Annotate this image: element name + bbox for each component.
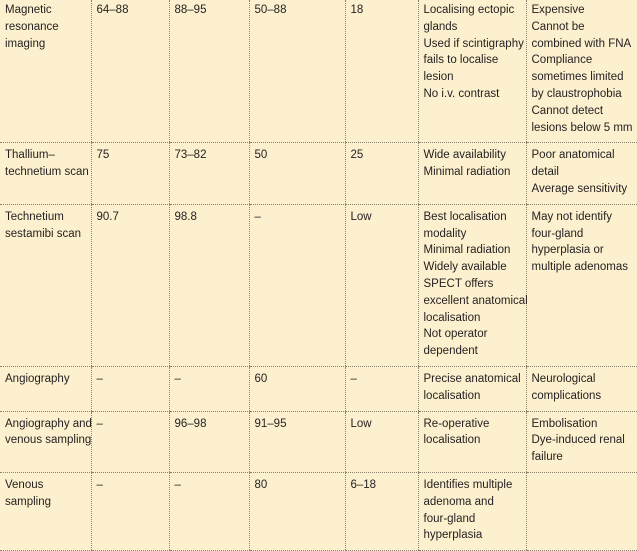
sensitivity-cell xyxy=(91,472,169,550)
disadvantages-cell xyxy=(526,411,637,472)
col-4-cell xyxy=(249,366,345,411)
col-5-cell xyxy=(345,472,418,550)
col-4-cell xyxy=(249,411,345,472)
ppv-cell xyxy=(169,204,249,366)
sensitivity-cell xyxy=(91,366,169,411)
cell-text-line: Best localisation xyxy=(423,210,507,223)
cell-text-line: Localising ectopic xyxy=(423,4,515,16)
cell-text-line: complications xyxy=(531,389,602,402)
cell-text-line: resonance xyxy=(5,20,59,33)
cell-text-line: Identifies multiple xyxy=(423,478,513,491)
cell-text-line: four-gland xyxy=(423,512,476,525)
cell-text-line: imaging xyxy=(5,37,46,50)
cell-text-line: Cannot be xyxy=(531,20,585,33)
col-5-cell xyxy=(345,143,418,204)
cell-text-line: – xyxy=(174,478,181,491)
cell-text-line: Minimal radiation xyxy=(423,166,511,179)
cell-text-line: – xyxy=(96,372,103,385)
cell-text-line: 75 xyxy=(96,149,110,162)
table-row xyxy=(0,204,637,366)
ppv-cell xyxy=(169,143,249,204)
cell-text-line: May not identify xyxy=(531,210,613,223)
cell-text-line: – xyxy=(174,372,181,385)
cell-text-line: 96–98 xyxy=(174,417,207,430)
cell-text-line: fails to localise xyxy=(423,54,499,67)
cell-text-line: Low xyxy=(350,417,372,430)
cell-text-line: multiple adenomas xyxy=(531,261,629,274)
sensitivity-cell xyxy=(91,204,169,366)
cell-text-line: 64–88 xyxy=(96,4,129,16)
cell-text-line: detail xyxy=(531,166,559,179)
advantages-cell xyxy=(418,411,526,472)
modality-cell xyxy=(0,204,91,366)
cell-text-line: failure xyxy=(531,451,563,464)
cell-text-line: hyperplasia or xyxy=(531,244,604,257)
ppv-cell xyxy=(169,411,249,472)
modality-cell xyxy=(0,143,91,204)
col-5-cell xyxy=(345,366,418,411)
advantages-cell xyxy=(418,472,526,550)
cell-text-line: – xyxy=(350,372,357,385)
ppv-cell xyxy=(169,366,249,411)
cell-text-line: Angiography and xyxy=(5,417,92,430)
cell-text-line: Low xyxy=(350,210,372,223)
cell-text-line: Dye-induced renal xyxy=(531,434,625,447)
cell-text-line: 91–95 xyxy=(254,417,287,430)
col-5-cell xyxy=(345,204,418,366)
cell-text-line: four-gland xyxy=(531,227,584,240)
sensitivity-cell xyxy=(91,411,169,472)
cell-text-line: 60 xyxy=(254,372,268,385)
col-5-cell xyxy=(345,411,418,472)
col-5-cell xyxy=(345,0,418,143)
advantages-cell xyxy=(418,0,526,143)
cell-text-line: glands xyxy=(423,20,458,33)
cell-text-line: Average sensitivity xyxy=(531,182,628,195)
modality-cell xyxy=(0,411,91,472)
table-row xyxy=(0,366,637,411)
cell-text-line: Embolisation xyxy=(531,417,598,430)
cell-text-line: Magnetic xyxy=(5,4,52,16)
cell-text-line: Angiography xyxy=(5,372,70,385)
cell-text-line: Poor anatomical xyxy=(531,149,615,162)
table-row xyxy=(0,0,637,143)
cell-text-line: localisation xyxy=(423,389,481,402)
cell-text-line: Thallium– xyxy=(5,149,55,162)
col-4-cell xyxy=(249,204,345,366)
cell-text-line: – xyxy=(254,210,261,223)
modality-cell xyxy=(0,472,91,550)
modality-cell xyxy=(0,366,91,411)
cell-text-line: adenoma and xyxy=(423,495,494,508)
cell-text-line: lesions below 5 mm xyxy=(531,121,633,134)
disadvantages-cell xyxy=(526,204,637,366)
cell-text-line: 50 xyxy=(254,149,268,162)
advantages-cell xyxy=(418,366,526,411)
cell-text-line: combined with FNA xyxy=(531,37,632,50)
cell-text-line: modality xyxy=(423,227,467,240)
cell-text-line: – xyxy=(96,478,103,491)
cell-text-line: by claustrophobia xyxy=(531,87,622,100)
cell-text-line: sometimes limited xyxy=(531,71,624,84)
cell-text-line: Minimal radiation xyxy=(423,244,511,257)
disadvantages-cell xyxy=(526,366,637,411)
cell-text-line: Not operator xyxy=(423,328,488,341)
cell-text-line: dependent xyxy=(423,345,478,358)
cell-text-line: venous sampling xyxy=(5,434,92,447)
cell-text-line: Re-operative xyxy=(423,417,490,430)
cell-text-line: Expensive xyxy=(531,4,585,16)
modality-cell xyxy=(0,0,91,143)
cell-text-line: sampling xyxy=(5,495,52,508)
col-4-cell xyxy=(249,0,345,143)
table-row xyxy=(0,143,637,204)
cell-text-line: Used if scintigraphy xyxy=(423,37,524,50)
cell-text-line: Widely available xyxy=(423,261,507,274)
cell-text-line: Technetium xyxy=(5,210,64,223)
cell-text-line: Wide availability xyxy=(423,149,506,162)
cell-text-line: 80 xyxy=(254,478,268,491)
cell-text-line: excellent anatomical xyxy=(423,294,528,307)
cell-text-line: 50–88 xyxy=(254,4,287,16)
cell-text-line: localisation xyxy=(423,434,481,447)
disadvantages-cell xyxy=(526,143,637,204)
ppv-cell xyxy=(169,0,249,143)
cell-text-line: Precise anatomical xyxy=(423,372,521,385)
cell-text-line: – xyxy=(96,417,103,430)
cell-text-line: hyperplasia xyxy=(423,529,483,542)
cell-text-line: No i.v. contrast xyxy=(423,87,500,100)
cell-text-line: Compliance xyxy=(531,54,593,67)
cell-text-line: 88–95 xyxy=(174,4,207,16)
cell-text-line: Cannot detect xyxy=(531,104,604,117)
sensitivity-cell xyxy=(91,143,169,204)
cell-text-line: 18 xyxy=(350,4,364,16)
cell-text-line: 25 xyxy=(350,149,364,162)
cell-text-line: Venous xyxy=(5,478,44,491)
sensitivity-cell xyxy=(91,0,169,143)
cell-text-line: 98.8 xyxy=(174,210,197,223)
cell-text-line: 73–82 xyxy=(174,149,207,162)
cell-text-line: 90.7 xyxy=(96,210,119,223)
cell-text-line: lesion xyxy=(423,71,454,84)
ppv-cell xyxy=(169,472,249,550)
cell-text-line: Neurological xyxy=(531,372,596,385)
table-row xyxy=(0,472,637,550)
cell-text-line: SPECT offers xyxy=(423,277,494,290)
disadvantages-cell xyxy=(526,0,637,143)
table-row xyxy=(0,411,637,472)
col-4-cell xyxy=(249,472,345,550)
cell-text-line: localisation xyxy=(423,311,481,324)
cell-text-line: 6–18 xyxy=(350,478,377,491)
col-4-cell xyxy=(249,143,345,204)
advantages-cell xyxy=(418,143,526,204)
advantages-cell xyxy=(418,204,526,366)
cell-text-line: sestamibi scan xyxy=(5,227,82,240)
disadvantages-cell xyxy=(526,472,637,550)
cell-text-line: technetium scan xyxy=(5,166,89,179)
